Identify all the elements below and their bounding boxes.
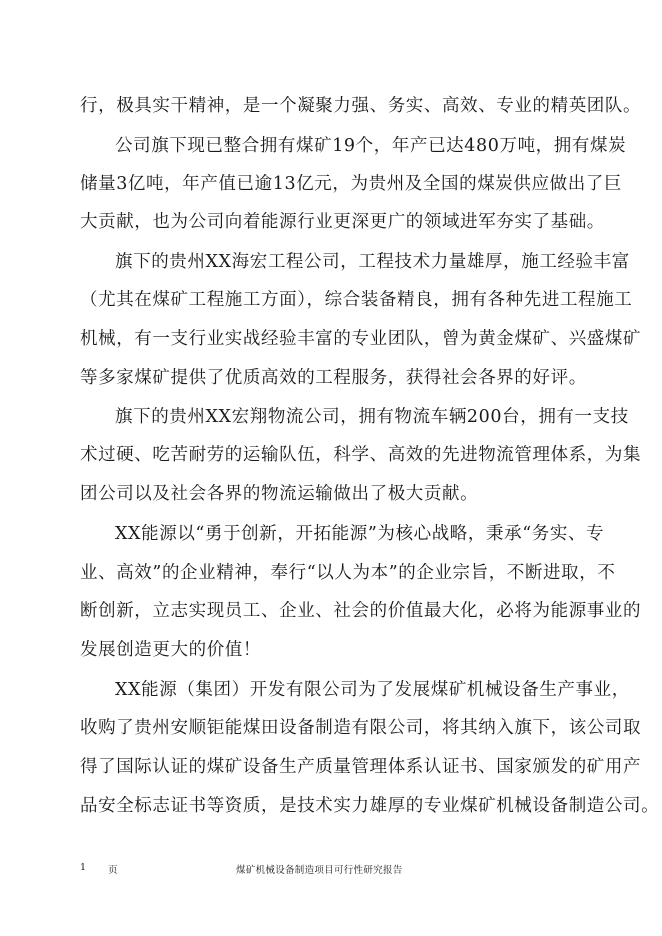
- paragraph-4-line-1: 旗下的贵州XX宏翔物流公司，拥有物流车辆200台，拥有一支技: [115, 407, 629, 427]
- paragraph-2-line-1: 公司旗下现已整合拥有煤矿19个，年产已达480万吨，拥有煤炭: [115, 136, 627, 156]
- footer-page-number: 1: [80, 862, 87, 873]
- paragraph-5-line-1: XX能源以“勇于创新，开拓能源”为核心战略，秉承“务实、专: [115, 524, 605, 544]
- paragraph-6-line-2: 收购了贵州安顺钜能煤田设备制造有限公司，将其纳入旗下，该公司取: [80, 718, 642, 738]
- paragraph-3-line-3: 机械，有一支行业实战经验丰富的专业团队，曾为黄金煤矿、兴盛煤矿: [80, 329, 642, 349]
- paragraph-4-line-2: 术过硬、吃苦耐劳的运输队伍，科学、高效的先进物流管理体系，为集: [80, 445, 642, 465]
- footer-document-title: 煤矿机械设备制造项目可行性研究报告: [236, 865, 403, 876]
- paragraph-5-line-3: 断创新，立志实现员工、企业、社会的价值最大化，必将为能源事业的: [80, 601, 642, 621]
- paragraph-3-line-4: 等多家煤矿提供了优质高效的工程服务，获得社会各界的好评。: [80, 368, 587, 388]
- footer-page-unit: 页: [108, 865, 118, 876]
- paragraph-2-line-3: 大贡献，也为公司向着能源行业更深更广的领域进军夯实了基础。: [80, 212, 605, 232]
- paragraph-3-line-1: 旗下的贵州XX海宏工程公司，工程技术力量雄厚，施工经验丰富: [115, 252, 630, 272]
- paragraph-5-line-2: 业、高效”的企业精神，奉行“以人为本”的企业宗旨，不断进取，不: [80, 563, 616, 583]
- paragraph-1-line-1: 行，极具实干精神，是一个凝聚力强、务实、高效、专业的精英团队。: [80, 96, 642, 116]
- paragraph-3-line-2: （尤其在煤矿工程施工方面），综合装备精良，拥有各种先进工程施工: [80, 290, 633, 310]
- paragraph-4-line-3: 团公司以及社会各界的物流运输做出了极大贡献。: [80, 484, 479, 504]
- page-footer: [0, 862, 662, 882]
- paragraph-5-line-4: 发展创造更大的价值！: [80, 640, 261, 660]
- paragraph-6-line-4: 品安全标志证书等资质，是技术实力雄厚的专业煤矿机械设备制造公司。: [80, 796, 660, 816]
- paragraph-6-line-3: 得了国际认证的煤矿设备生产质量管理体系认证书、国家颁发的矿用产: [80, 757, 642, 777]
- paragraph-6-line-1: XX能源（集团）开发有限公司为了发展煤矿机械设备生产事业，: [115, 680, 630, 700]
- paragraph-2-line-2: 储量3亿吨，年产值已逾13亿元，为贵州及全国的煤炭供应做出了巨: [80, 174, 622, 194]
